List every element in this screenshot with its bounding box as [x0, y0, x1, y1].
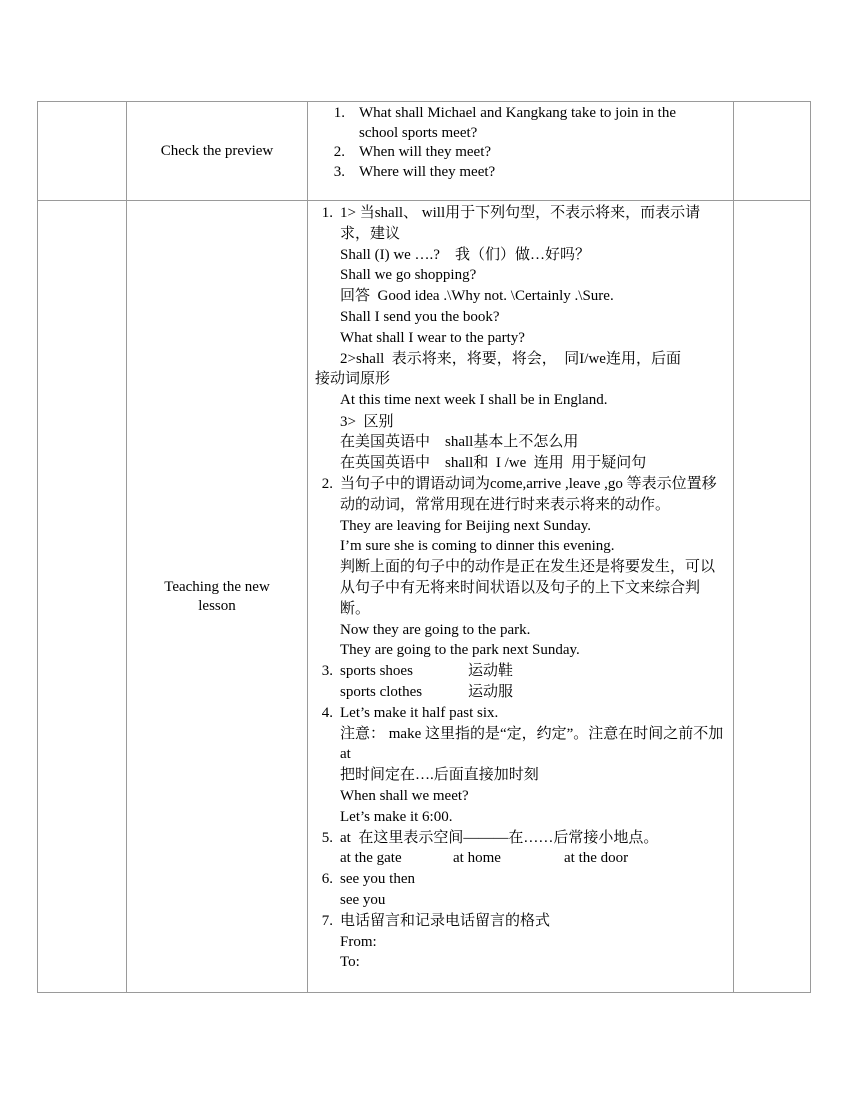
table-row-teaching — [38, 201, 811, 993]
list-item: 4. Let’s make it half past six. 注意： make 这里指的是“定，约定”。注意在时间之前不加at 把时间定在….后面直接加时刻 When shall we meet? Let’s make it 6:00. — [321, 704, 724, 825]
lesson-plan-table — [37, 101, 811, 993]
list-item: 6. see you then see you — [321, 871, 415, 908]
preview-question-list — [315, 104, 727, 182]
list-item: 2. When will they meet? — [333, 144, 492, 160]
list-item: 2. 当句子中的谓语动词为come,arrive ,leave ,go 等表示位置移动的动词，常常用现在进行时来表示将来的动作。 They are leaving for Beijing next Sunday. I’m sure she is coming to dinner this evening. 判断上面的句子中的动作是正在发生还是将要发生，可以从句子中有无将来时间状语以及句子的上下文来综合判断。 Now they are going to the park. They are going to the park next Sunday. — [321, 476, 717, 659]
teaching-point-list — [315, 203, 727, 973]
list-item: 1. 1> 当shall、 will用于下列句型，不表示将来，而表示请求，建议 Shall (I) we ….? 我（们）做…好吗？ Shall we go shopping? 回答 Good idea .\Why not. \Certainly .\Sure. Shall I send you the book? What shall I wear to the party? 2>shall 表示将来，将要，将会， 同I/we连用，后面 接动词原形 At this time next week I shall be in England. 3> 区别 在美国英语中 shall基本上不怎么用 在英国英语中 shall和 I /we 连用 用于疑问句 — [315, 205, 701, 472]
teaching-content-cell — [308, 201, 734, 993]
list-item: 3. Where will they meet? — [333, 163, 496, 180]
empty-cell — [38, 201, 127, 993]
row-label-check-preview: Check the preview — [127, 102, 308, 201]
preview-questions-cell — [308, 102, 734, 201]
table-row-check-preview — [38, 102, 811, 201]
empty-cell — [38, 102, 127, 201]
empty-cell — [734, 102, 811, 201]
list-item: 1. What shall Michael and Kangkang take to join in the school sports meet? — [333, 105, 676, 141]
empty-cell — [734, 201, 811, 993]
row-label-teaching: Teaching the new lesson — [127, 201, 308, 993]
list-item: 5. at 在这里表示空间———在……后常接小地点。 at the gate at home at the door — [321, 829, 659, 867]
list-item: 7. 电话留言和记录电话留言的格式 From: To: — [321, 912, 551, 971]
list-item: 3. sports shoes 运动鞋 sports clothes 运动服 — [321, 663, 514, 701]
